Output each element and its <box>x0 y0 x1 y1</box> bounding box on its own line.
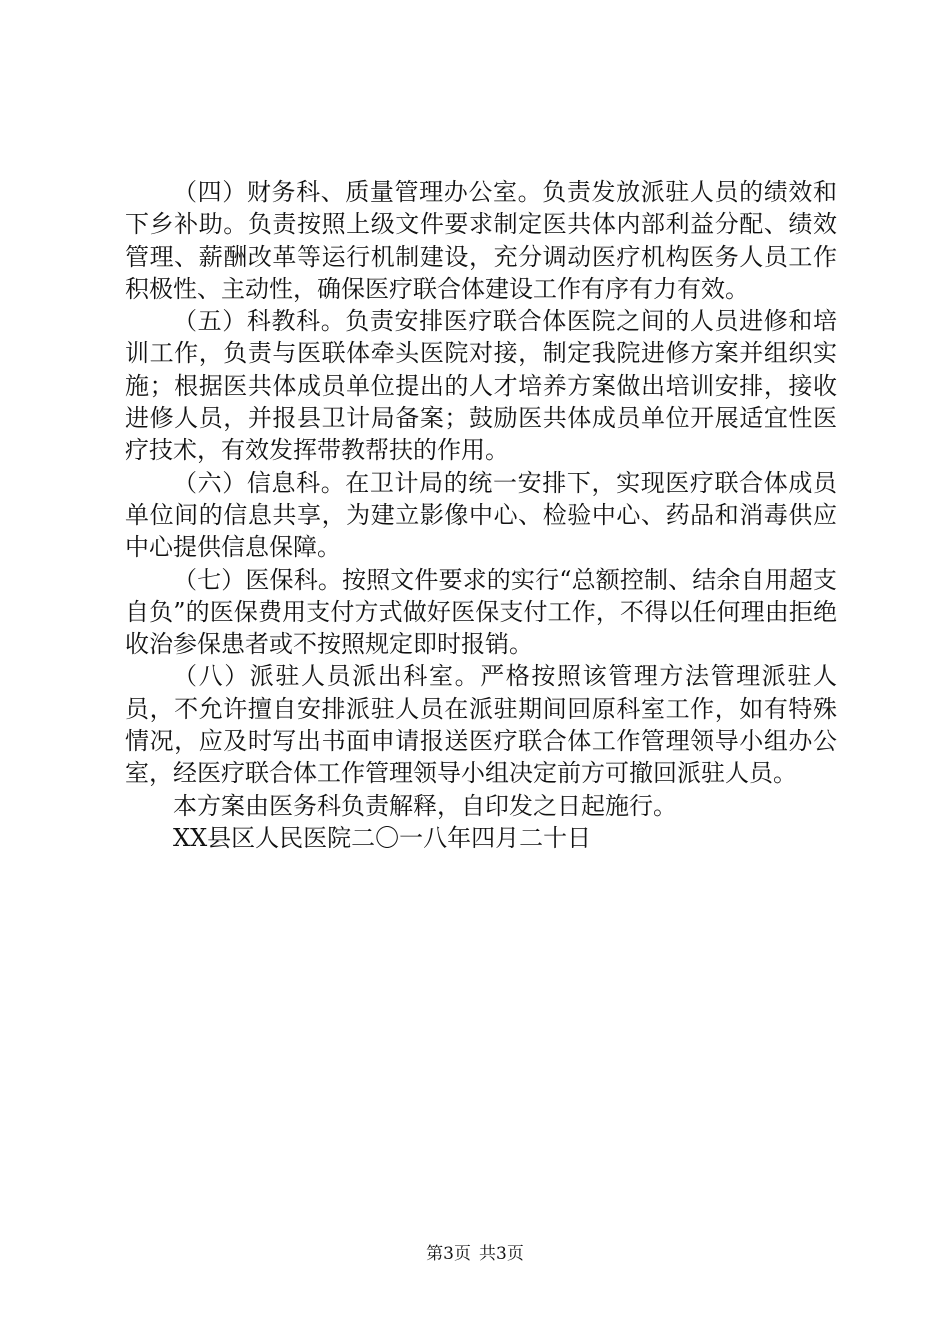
paragraph-medical-insurance: （七）医保科。按照文件要求的实行“总额控制、结余自用超支自负”的医保费用支付方式做好医保支付工作，不得以任何理由拒绝收治参保患者或不按照规定即时报销。 <box>125 565 837 659</box>
paragraph-interpretation: 本方案由医务科负责解释，自印发之日起施行。 <box>173 791 677 820</box>
paragraph-information: （六）信息科。在卫计局的统一安排下，实现医疗联合体成员单位间的信息共享，为建立影像中心、检验中心、药品和消毒供应中心提供信息保障。 <box>125 468 837 562</box>
document-body <box>125 176 837 854</box>
paragraph-finance: （四）财务科、质量管理办公室。负责发放派驻人员的绩效和下乡补助。负责按照上级文件要求制定医共体内部利益分配、绩效管理、薪酬改革等运行机制建设，充分调动医疗机构医务人员工作积极性、主动性，确保医疗联合体建设工作有序有力有效。 <box>125 178 837 303</box>
page-number: 第3页 <box>426 1244 471 1264</box>
page-footer <box>0 1243 950 1265</box>
paragraph-science-education: （五）科教科。负责安排医疗联合体医院之间的人员进修和培训工作，负责与医联体牵头医院对接，制定我院进修方案并组织实施；根据医共体成员单位提出的人才培养方案做出培训安排，接收进修人员，并报县卫计局备案；鼓励医共体成员单位开展适宜性医疗技术，有效发挥带教帮扶的作用。 <box>125 307 837 465</box>
paragraph-dispatching-department: （八）派驻人员派出科室。严格按照该管理方法管理派驻人员，不允许擅自安排派驻人员在派驻期间回原科室工作，如有特殊情况，应及时写出书面申请报送医疗联合体工作管理领导小组办公室，经医疗联合体工作管理领导小组决定前方可撤回派驻人员。 <box>125 662 837 788</box>
paragraph-signature-date: XX县区人民医院二〇一八年四月二十日 <box>173 823 592 852</box>
page-total: 共3页 <box>479 1244 524 1264</box>
